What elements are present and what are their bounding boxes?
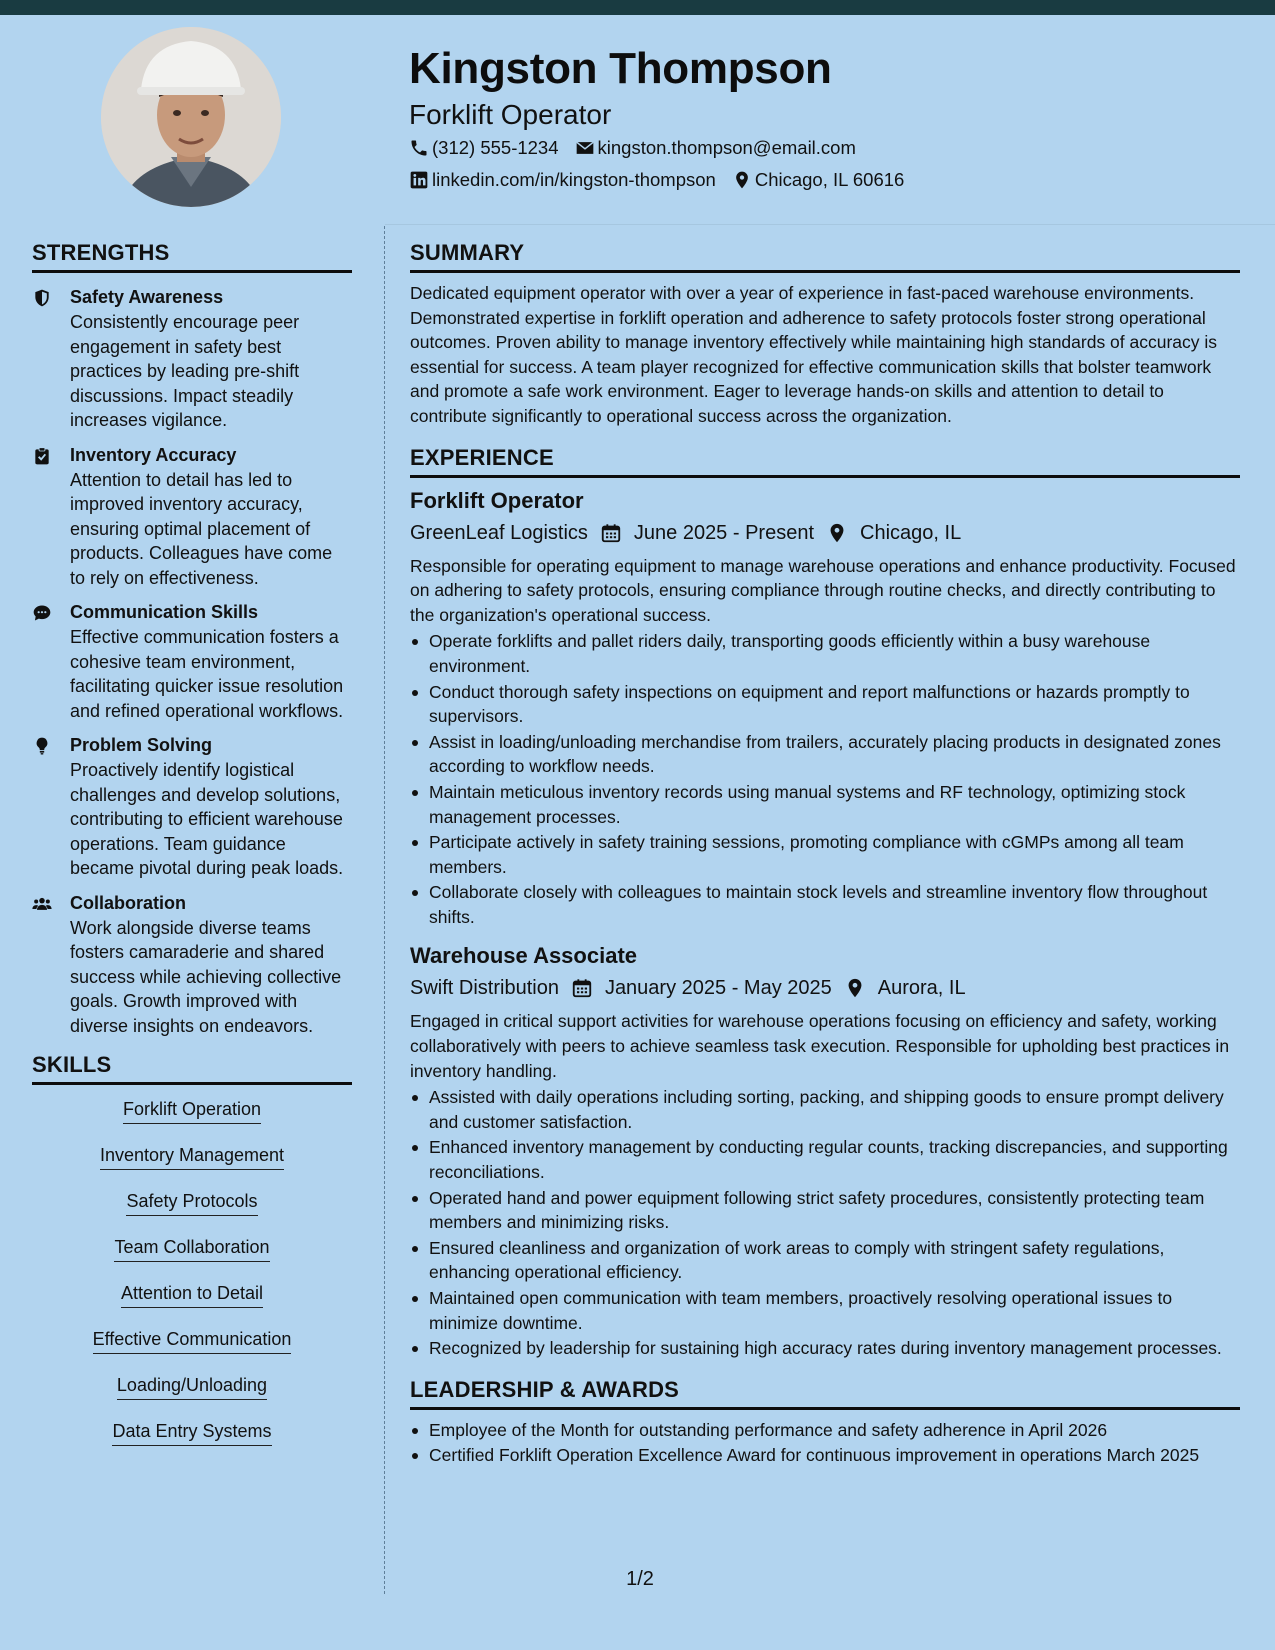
job-entry [410,486,1240,930]
calendar-icon [571,977,593,999]
skill-item: Team Collaboration [114,1235,269,1262]
job-company: GreenLeaf Logistics [410,521,588,544]
job-meta [410,973,1240,1003]
list-item: Collaborate closely with colleagues to maintain stock levels and streamline inventory flow throughout shifts. [410,880,1240,929]
phone-text: (312) 555-1234 [432,137,559,158]
job-title: Forklift Operator [410,487,584,513]
strengths-heading: STRENGTHS [32,240,352,273]
chat-bubble-icon [32,600,70,723]
contact-row-2 [409,164,1249,196]
list-item: Assisted with daily operations including sorting, packing, and shipping goods to ensure prompt delivery and customer satisfaction. [410,1085,1240,1134]
skill-item: Loading/Unloading [117,1373,267,1400]
strength-desc: Work alongside diverse teams fosters camaraderie and shared success while achieving collective goals. Growth improved with diverse insights on endeavors. [70,917,342,1036]
strength-title: Problem Solving [70,735,213,755]
top-bar [0,0,1275,15]
awards-heading: LEADERSHIP & AWARDS [410,1377,1240,1410]
page-number: 1/2 [626,1568,654,1590]
list-item: Operated hand and power equipment following strict safety procedures, consistently protecting team members and minimizing risks. [410,1186,1240,1235]
contact-row-1 [409,132,1249,164]
job-description: Engaged in critical support activities for warehouse operations focusing on efficiency and safety, working collaboratively with peers to achieve seamless task execution. Responsible for upholding best practices in inventory handling. [410,1011,1230,1081]
strength-title: Inventory Accuracy [70,444,237,465]
lightbulb-icon [32,733,70,881]
candidate-name: Kingston Thompson [409,44,832,93]
linkedin-text[interactable]: linkedin.com/in/kingston-thompson [432,169,716,190]
job-location-item [826,518,961,548]
summary-text: Dedicated equipment operator with over a year of experience in fast-paced warehouse environments. Demonstrated expertise in forklift operation and adherence to safety protocols foster strong operational outcomes. Proven ability to manage inventory effectively while maintaining high standards of accuracy is essential for success. A team player recognized for effective communication skills that bolster teamwork and promote a safe work environment. Eager to leverage hands-on skills and attention to detail to contribute significantly to operational success across the organization. [410,283,1218,426]
skill-item: Inventory Management [100,1143,284,1170]
strength-desc: Consistently encourage peer engagement in safety best practices by leading pre-shift discussions. Impact steadily increases vigilance. [70,312,300,430]
email-text[interactable]: kingston.thompson@email.com [597,137,856,158]
location-text: Chicago, IL 60616 [754,169,905,190]
job-location: Chicago, IL [860,521,962,544]
list-item: Enhanced inventory management by conducting regular counts, tracking discrepancies, and supporting reconciliations. [410,1135,1240,1184]
header-divider [385,224,1275,225]
list-item: Maintain meticulous inventory records using manual systems and RF technology, optimizing stock management processes. [410,780,1240,829]
calendar-icon [600,522,622,544]
skill-item: Data Entry Systems [112,1419,271,1446]
job-dates: June 2025 - Present [633,521,815,544]
column-divider [384,226,385,1594]
envelope-icon [575,138,595,158]
strength-desc: Attention to detail has led to improved inventory accuracy, ensuring optimal placement of products. Colleagues have come to rely on effectiveness. [70,469,333,588]
job-description: Responsible for operating equipment to manage warehouse operations and enhance productivity. Focused on adhering to safety protocols, ensuring compliance through routine checks, and directly contributing to the organization's operational success. [410,555,1236,625]
awards-section [410,1377,1240,1468]
job-entry [410,941,1240,1360]
linkedin-item[interactable] [409,164,716,196]
awards-list [410,1418,1240,1468]
list-item: Conduct thorough safety inspections on equipment and report malfunctions or hazards promptly to supervisors. [410,680,1240,729]
job-company: Swift Distribution [410,977,559,1000]
shield-icon [32,285,70,433]
map-pin-icon [826,522,848,544]
job-title: Warehouse Associate [410,943,638,969]
list-item: Ensured cleanliness and organization of work areas to comply with stringent safety regulations, enhancing operational efficiency. [410,1236,1240,1285]
list-item: Assist in loading/unloading merchandise from trailers, accurately placing products in designated zones according to workflow needs. [410,730,1240,779]
strength-item [32,733,352,881]
location-item [732,164,904,196]
list-item: Certified Forklift Operation Excellence Award for continuous improvement in operations March 2025 [410,1443,1240,1468]
strength-desc: Proactively identify logistical challenges and develop solutions, contributing to efficient warehouse operations. Team guidance became pivotal during peak loads. [70,760,344,878]
header-info [409,40,1249,196]
list-item: Maintained open communication with team members, proactively resolving operational issues to minimize downtime. [410,1286,1240,1335]
skill-item: Effective Communication [93,1327,292,1354]
summary-heading: SUMMARY [410,240,1240,273]
experience-heading: EXPERIENCE [410,445,1240,478]
strength-item [32,891,352,1039]
strength-desc: Effective communication fosters a cohesive team environment, facilitating quicker issue resolution and refined operational workflows. [70,627,344,721]
job-dates-item [571,973,832,1003]
list-item: Operate forklifts and pallet riders daily, transporting goods efficiently within a busy warehouse environment. [410,629,1240,678]
email-item[interactable] [575,132,856,164]
job-location-item [844,973,966,1003]
job-bullets [410,629,1240,929]
job-dates: January 2025 - May 2025 [604,977,832,1000]
skill-item: Forklift Operation [123,1097,261,1124]
skills-list [32,1097,352,1465]
clipboard-check-icon [32,443,70,591]
phone-item [409,132,559,164]
list-item: Participate actively in safety training sessions, promoting compliance with cGMPs among all team members. [410,830,1240,879]
phone-icon [409,138,429,158]
experience-section [410,445,1240,1361]
job-dates-item [600,518,814,548]
skills-heading: SKILLS [32,1052,352,1085]
strength-item [32,285,352,433]
job-location: Aurora, IL [877,977,966,1000]
job-bullets [410,1085,1240,1361]
map-pin-icon [732,170,752,190]
strength-title: Safety Awareness [70,287,224,307]
job-meta [410,518,1240,548]
skill-item: Safety Protocols [126,1189,257,1216]
linkedin-icon [409,170,429,190]
strength-title: Collaboration [70,892,186,913]
list-item: Employee of the Month for outstanding performance and safety adherence in April 2026 [410,1418,1240,1443]
users-icon [32,891,70,1039]
list-item: Recognized by leadership for sustaining high accuracy rates during inventory management processes. [410,1336,1240,1361]
skill-item: Attention to Detail [121,1281,263,1308]
left-column [32,240,352,1465]
avatar [101,27,281,207]
map-pin-icon [844,977,866,999]
strength-title: Communication Skills [70,602,259,622]
profile-photo [101,27,281,207]
candidate-title: Forklift Operator [409,99,612,130]
strength-item [32,443,352,591]
right-column [410,240,1240,1469]
strength-item [32,600,352,723]
